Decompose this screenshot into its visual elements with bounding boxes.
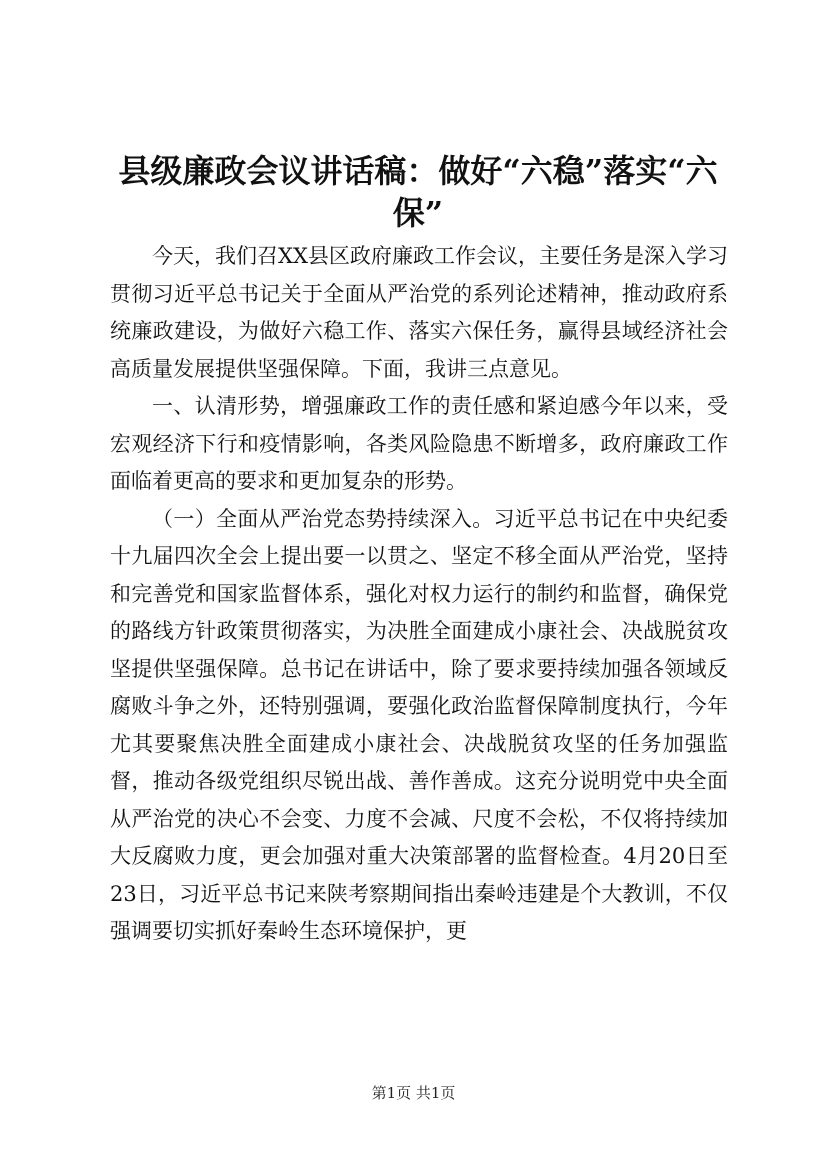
document-title: 县级廉政会议讲话稿：做好“六稳”落实“六保” (118, 152, 718, 232)
paragraph-subsection-one: （一）全面从严治党态势持续深入。习近平总书记在中央纪委十九届四次全会上提出要一以贯之、坚定不移全面从严治党，坚持和完善党和国家监督体系，强化对权力运行的制约和监督，确保党的路线方针政策贯彻落实，为决胜全面建成小康社会、决战脱贫攻坚提供坚强保障。总书记在讲话中，除了要求要持续加强各领域反腐败斗争之外，还特别强调，要强化政治监督保障制度执行，今年尤其要聚焦决胜全面建成小康社会、决战脱贫攻坚的任务加强监督，推动各级党组织尽锐出战、善作善成。这充分说明党中央全面从严治党的决心不会变、力度不会减、尺度不会松，不仅将持续加大反腐败力度，更会加强对重大决策部署的监督检查。4月20日至23日，习近平总书记来陕考察期间指出秦岭违建是个大教训，不仅强调要切实抓好秦岭生态环境保护，更 (110, 506, 728, 943)
paragraph-section-one: 一、认清形势，增强廉政工作的责任感和紧迫感今年以来，受宏观经济下行和疫情影响，各类风险隐患不断增多，政府廉政工作面临着更高的要求和更加复杂的形势。 (110, 394, 728, 493)
document-body (110, 238, 728, 951)
paragraph-intro: 今天，我们召XX县区政府廉政工作会议，主要任务是深入学习贯彻习近平总书记关于全面从严治党的系列论述精神，推动政府系统廉政建设，为做好六稳工作、落实六保任务，赢得县域经济社会高质量发展提供坚强保障。下面，我讲三点意见。 (110, 244, 728, 381)
page-footer: 第1页 共1页 (371, 1084, 456, 1102)
